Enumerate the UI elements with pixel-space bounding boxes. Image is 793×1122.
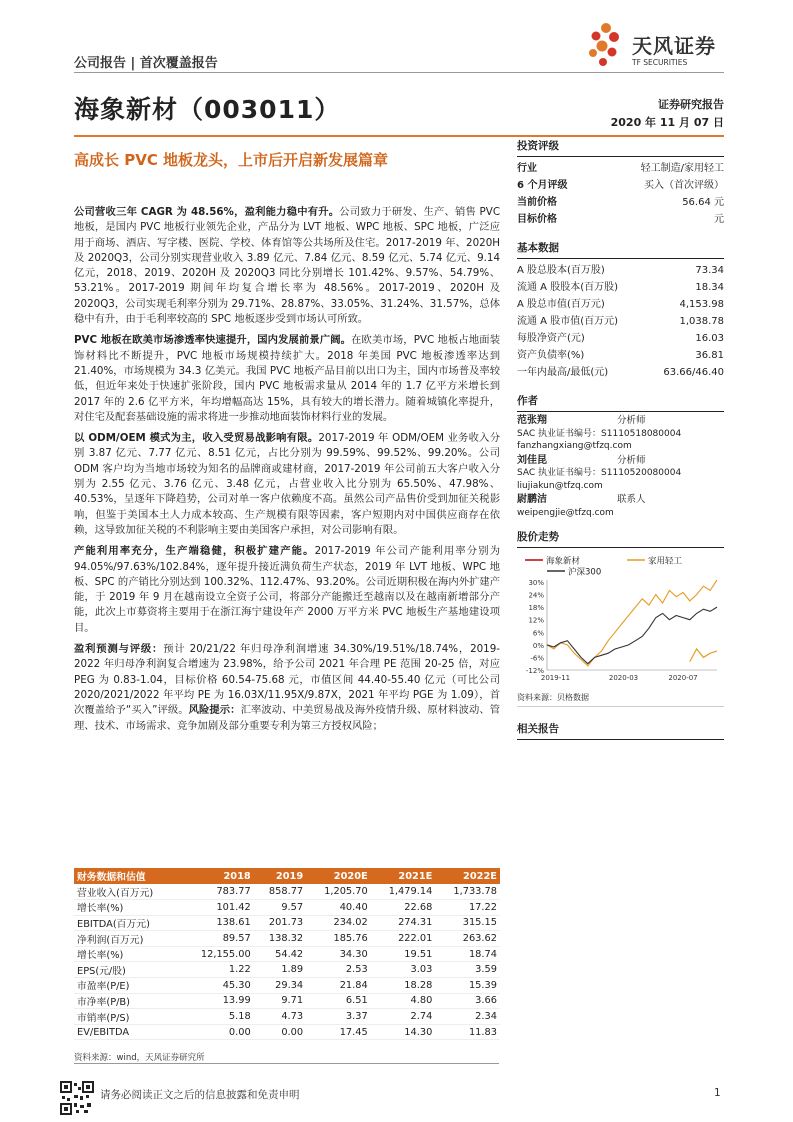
table-cell: 4.80	[371, 993, 436, 1009]
table-cell: 9.71	[254, 993, 306, 1009]
author-cert: SAC 执业证书编号：S1110520080004	[517, 468, 682, 478]
author-email[interactable]: fanzhangxiang@tfzq.com	[517, 441, 632, 451]
table-row	[74, 1024, 500, 1040]
table-cell: 201.73	[254, 915, 306, 931]
row-label: 6 个月评级	[517, 180, 568, 191]
column-header: 2019	[254, 868, 306, 884]
table-cell: 138.32	[254, 931, 306, 947]
report-headline: 高成长 PVC 地板龙头，上市后开启新发展篇章	[74, 151, 389, 169]
risk-body: 汇率波动、中美贸易战及海外疫情升级、原材料波动、管理、技术、市场需求、竞争加剧及部分重要专利为第三方授权风险；	[74, 704, 501, 732]
disclaimer-notice: 请务必阅读正文之后的信息披露和免责申明	[100, 1089, 300, 1101]
table-cell: 15.39	[435, 978, 500, 994]
table-cell: 45.30	[181, 978, 254, 994]
table-cell: 22.68	[371, 900, 436, 916]
paragraph-revenue	[74, 205, 500, 327]
table-cell: 14.30	[371, 1024, 436, 1040]
row-value: 16.03	[695, 333, 724, 344]
row-label: 目标价格	[517, 214, 557, 225]
stock-chart-svg	[517, 552, 724, 687]
paragraph-capacity	[74, 544, 500, 636]
report-category: 公司报告 | 首次覆盖报告	[74, 56, 218, 71]
row-value: 1,038.78	[679, 316, 724, 327]
data-row	[517, 330, 724, 347]
table-cell: 1,205.70	[306, 884, 371, 900]
table-row	[74, 993, 500, 1009]
table-row	[74, 884, 500, 900]
authors-heading: 作者	[517, 391, 724, 412]
author-cert: SAC 执业证书编号：S1110518080004	[517, 428, 682, 439]
logo-name-cn: 天风证券	[632, 34, 716, 58]
data-row	[517, 262, 724, 279]
table-cell: 2.53	[306, 962, 371, 978]
table-cell: 21.84	[306, 978, 371, 994]
table-cell: 17.22	[435, 900, 500, 916]
row-value: 轻工制造/家用轻工	[640, 163, 724, 174]
data-row	[517, 160, 724, 177]
author-list	[517, 415, 724, 519]
table-row	[74, 978, 500, 994]
legend-label: 家用轻工	[648, 556, 683, 567]
paragraph-body: 2017-2019 年公司产能利用率分别为 94.05%/97.63%/102.84%，逐年提升接近满负荷生产状态，2019 年 LVT 地板、WPC 地板、SPC 的产销比分别达到 100.32%、112.47%、93.20%。公司近期积极在海内外扩建产能，于 2019 年 9 月在越南设立全资子公司，将部分产能搬迁至越南以及在越南新增部分产能，此次上市募资将主要用于在浙江海宁建设年产 2000 万平方米 PVC 地板生产基地建设项目。	[74, 545, 500, 634]
row-label: 流通 A 股市值(百万元)	[517, 316, 619, 327]
footer-divider	[74, 1063, 499, 1064]
author-title: 联系人	[617, 494, 646, 505]
row-label: 一年内最高/最低(元)	[517, 367, 609, 378]
row-value: 73.34	[695, 265, 724, 276]
author-entry	[517, 494, 724, 519]
paragraph-body: 预计 20/21/22 年归母净利润增速 34.30%/19.51%/18.74%，2019-2022 年归母净利润复合增速为 23.98%，给予公司 2021 年合理 PE 范围 20-25 倍，对应 PEG 为 0.83-1.04，目标价格 60.54-75.68 元，市值区间 44.40-55.40 亿元（可比公司 2020/2021/2022 年平均 PE 为 16.03X/11.95X/9.87X，2021 年平均 PGE 为 1.09），首次覆盖给予“买入”评级。	[74, 643, 501, 717]
y-tick-label: 18%	[528, 604, 544, 613]
data-row	[517, 347, 724, 364]
table-cell: 185.76	[306, 931, 371, 947]
legend-label: 沪深300	[568, 567, 602, 578]
row-label: A 股总股本(百万股)	[517, 265, 605, 276]
data-row	[517, 279, 724, 296]
financial-table	[74, 868, 500, 1040]
paragraph-forecast	[74, 642, 500, 734]
row-label: EV/EBITDA	[74, 1024, 181, 1040]
x-tick-label: 2020-07	[668, 674, 698, 682]
paragraph-market	[74, 333, 500, 425]
table-source: 资料来源：wind，天风证券研究所	[74, 1053, 205, 1063]
paragraph-lead: 公司营收三年 CAGR 为 48.56%，盈利能力稳中有升。	[74, 206, 340, 218]
y-tick-label: 12%	[528, 616, 544, 625]
row-label: EPS(元/股)	[74, 962, 181, 978]
logo-name-en: TF SECURITIES	[632, 58, 688, 67]
related-reports-heading: 相关报告	[517, 719, 724, 740]
y-tick-label: 6%	[532, 629, 544, 638]
table-row	[74, 1009, 500, 1025]
data-row	[517, 313, 724, 330]
paragraph-lead: 以 ODM/OEM 模式为主，收入受贸易战影响有限。	[74, 432, 319, 445]
row-value: 18.34	[695, 282, 724, 293]
data-row	[517, 194, 724, 211]
paragraph-lead: 产能利用率充分，生产端稳健，积极扩建产能。	[74, 545, 315, 558]
stock-chart-heading: 股价走势	[517, 527, 724, 548]
table-cell: 18.28	[371, 978, 436, 994]
page-number: 1	[714, 1087, 721, 1099]
table-cell: 6.51	[306, 993, 371, 1009]
main-body	[74, 205, 500, 740]
author-title: 分析师	[617, 454, 646, 466]
table-cell: 19.51	[371, 946, 436, 962]
table-cell: 2.74	[371, 1009, 436, 1025]
data-row	[517, 296, 724, 313]
qr-code-icon	[60, 1081, 94, 1115]
risk-lead: 风险提示：	[188, 704, 241, 717]
y-tick-label: -12%	[525, 667, 544, 675]
table-cell: 1,479.14	[371, 884, 436, 900]
invest-rating-list	[517, 160, 724, 228]
data-row	[517, 177, 724, 194]
row-value: 买入（首次评级）	[644, 180, 724, 191]
row-label: 每股净资产(元)	[517, 333, 585, 344]
paragraph-body: 在欧美市场，PVC 地板占地面装饰材料比不断提升，PVC 地板市场规模持续扩大。2018 年美国 PVC 地板渗透率达到 21.40%，市场规模为 34.3 亿美元。我国 PVC 地板产品目前以出口为主，国内市场普及率较低，但近年来处于快速扩张阶段，国内 PVC 地板需求量从 2014 年的 1.7 亿平方米增长到 2017 年的 2.6 亿平方米，年均增幅高达 15%，具有较大的增长潜力。随着城镇化率提升，对住宅及配套基础设施的需求将进一步推动地面装饰材料行业的发展。	[74, 334, 501, 423]
row-label: 市净率(P/B)	[74, 993, 181, 1009]
table-cell: 0.00	[181, 1024, 254, 1040]
basic-data-list	[517, 262, 724, 381]
x-tick-label: 2020-03	[608, 674, 639, 682]
y-tick-label: 0%	[532, 641, 544, 650]
row-label: 净利润(百万元)	[74, 931, 181, 947]
table-cell: 3.59	[435, 962, 500, 978]
table-cell: 858.77	[254, 884, 306, 900]
column-header: 2018	[181, 868, 254, 884]
table-cell: 4.73	[254, 1009, 306, 1025]
table-cell: 263.62	[435, 931, 500, 947]
paragraph-lead: PVC 地板在欧美市场渗透率快速提升，国内发展前景广阔。	[74, 334, 352, 347]
row-label: 市销率(P/S)	[74, 1009, 181, 1025]
table-cell: 101.42	[181, 900, 254, 916]
table-row	[74, 962, 500, 978]
column-header: 2021E	[371, 868, 436, 884]
row-label: 增长率(%)	[74, 900, 181, 916]
series-line-haixiang	[690, 649, 717, 662]
column-header: 2022E	[435, 868, 500, 884]
row-label: EBITDA(百万元)	[74, 915, 181, 931]
author-name: 刘佳昆	[517, 454, 547, 466]
paragraph-odm	[74, 431, 500, 538]
row-value: 56.64 元	[682, 197, 724, 208]
row-label: 营业收入(百万元)	[74, 884, 181, 900]
table-cell: 1.22	[181, 962, 254, 978]
table-cell: 18.74	[435, 946, 500, 962]
financial-table-body	[74, 884, 500, 1040]
row-label: 当前价格	[517, 197, 557, 208]
chart-source: 资料来源：贝格数据	[517, 692, 724, 707]
row-label: 流通 A 股股本(百万股)	[517, 282, 619, 293]
y-tick-label: 24%	[528, 591, 544, 600]
basic-data-heading: 基本数据	[517, 238, 724, 259]
row-label: 资产负债率(%)	[517, 350, 585, 361]
row-label: 市盈率(P/E)	[74, 978, 181, 994]
top-divider	[74, 72, 724, 73]
table-cell: 274.31	[371, 915, 436, 931]
table-row	[74, 900, 500, 916]
row-value: 元	[714, 214, 724, 225]
author-email[interactable]: weipengjie@tfzq.com	[517, 507, 614, 518]
y-tick-label: 30%	[528, 579, 544, 587]
data-row	[517, 211, 724, 228]
table-cell: 3.37	[306, 1009, 371, 1025]
series-line-home-light-industry	[547, 580, 717, 666]
author-entry	[517, 455, 724, 493]
column-header: 2020E	[306, 868, 371, 884]
x-tick-label: 2019-11	[540, 674, 571, 682]
financial-table-header	[74, 868, 500, 884]
author-entry	[517, 415, 724, 453]
table-row	[74, 931, 500, 947]
author-name: 范张翔	[517, 415, 547, 426]
invest-rating-heading: 投资评级	[517, 136, 724, 157]
table-cell: 3.66	[435, 993, 500, 1009]
data-row	[517, 364, 724, 381]
table-cell: 234.02	[306, 915, 371, 931]
author-title: 分析师	[617, 415, 646, 426]
column-header: 财务数据和估值	[74, 868, 181, 884]
paragraph-body: 2017-2019 年 ODM/OEM 业务收入分别 3.87 亿元、7.77 亿元、8.51 亿元，占比分别为 99.59%、99.52%、99.20%。公司 ODM 客户均为当地市场较为知名的品牌商或建材商，2017-2019 年公司前五大客户收入分别为 2.55 亿元、3.76 亿元、3.48 亿元，占营业收入比分别为 65.50%、47.98%、40.53%，呈逐年下降趋势，公司对单一客户依赖度不高。虽然公司产品售价受到加征关税影响，但鉴于美国本土人力成本较高、生产规模有限等因素，客户短期内对中国供应商存在依赖，这导致加征关税的不利影响主要由美国客户承担，对公司影响有限。	[74, 432, 501, 536]
table-row	[74, 915, 500, 931]
series-line-csi300	[547, 607, 717, 664]
paragraph-body: 公司致力于研发、生产、销售 PVC 地板，是国内 PVC 地板行业领先企业，产品分为 LVT 地板、WPC 地板、SPC 地板，广泛应用于商场、酒店、写字楼、医院、学校、体育馆等公共场所及住宅。2017-2019 年、2020H 及 2020Q3，公司分别实现营业收入 3.89 亿元、7.84 亿元、8.59 亿元、5.74 亿元、9.14 亿元，2018、2019、2020H 及 2020Q3 同比分别增长 101.42%、9.57%、54.79%、53.21%。2017-2019 期间年均复合增长率为 48.56%。2017-2019、2020H 及 2020Q3，公司实现毛利率分别为 29.71%、28.87%、33.05%、31.24%、31.57%，总体稳中有升，由于毛利率较高的 SPC 地板逐步受到市场认可所致。	[74, 206, 501, 326]
row-label: 行业	[517, 163, 537, 174]
table-cell: 9.57	[254, 900, 306, 916]
row-value: 63.66/46.40	[663, 367, 724, 378]
author-name: 尉鹏洁	[517, 494, 547, 505]
stock-chart	[517, 552, 724, 690]
table-cell: 3.03	[371, 962, 436, 978]
table-row	[74, 946, 500, 962]
row-value: 4,153.98	[679, 299, 724, 310]
report-date: 2020 年 11 月 07 日	[610, 116, 724, 129]
table-cell: 12,155.00	[181, 946, 254, 962]
table-cell: 40.40	[306, 900, 371, 916]
report-type: 证券研究报告	[658, 98, 724, 111]
table-cell: 0.00	[254, 1024, 306, 1040]
table-cell: 1.89	[254, 962, 306, 978]
table-cell: 1,733.78	[435, 884, 500, 900]
logo-flower-icon	[589, 23, 619, 66]
table-cell: 13.99	[181, 993, 254, 1009]
table-cell: 2.34	[435, 1009, 500, 1025]
legend-label: 海象新材	[546, 556, 581, 567]
table-cell: 222.01	[371, 931, 436, 947]
company-title: 海象新材（003011）	[74, 95, 341, 124]
table-cell: 11.83	[435, 1024, 500, 1040]
paragraph-lead: 盈利预测与评级：	[74, 643, 164, 656]
sidebar	[517, 136, 724, 743]
row-label: 增长率(%)	[74, 946, 181, 962]
table-cell: 89.57	[181, 931, 254, 947]
row-value: 36.81	[695, 350, 724, 361]
row-label: A 股总市值(百万元)	[517, 299, 605, 310]
table-cell: 34.30	[306, 946, 371, 962]
table-cell: 5.18	[181, 1009, 254, 1025]
table-cell: 138.61	[181, 915, 254, 931]
author-email[interactable]: liujiakun@tfzq.com	[517, 480, 603, 491]
table-cell: 54.42	[254, 946, 306, 962]
table-cell: 315.15	[435, 915, 500, 931]
table-cell: 17.45	[306, 1024, 371, 1040]
table-cell: 783.77	[181, 884, 254, 900]
table-cell: 29.34	[254, 978, 306, 994]
y-tick-label: -6%	[530, 654, 544, 663]
